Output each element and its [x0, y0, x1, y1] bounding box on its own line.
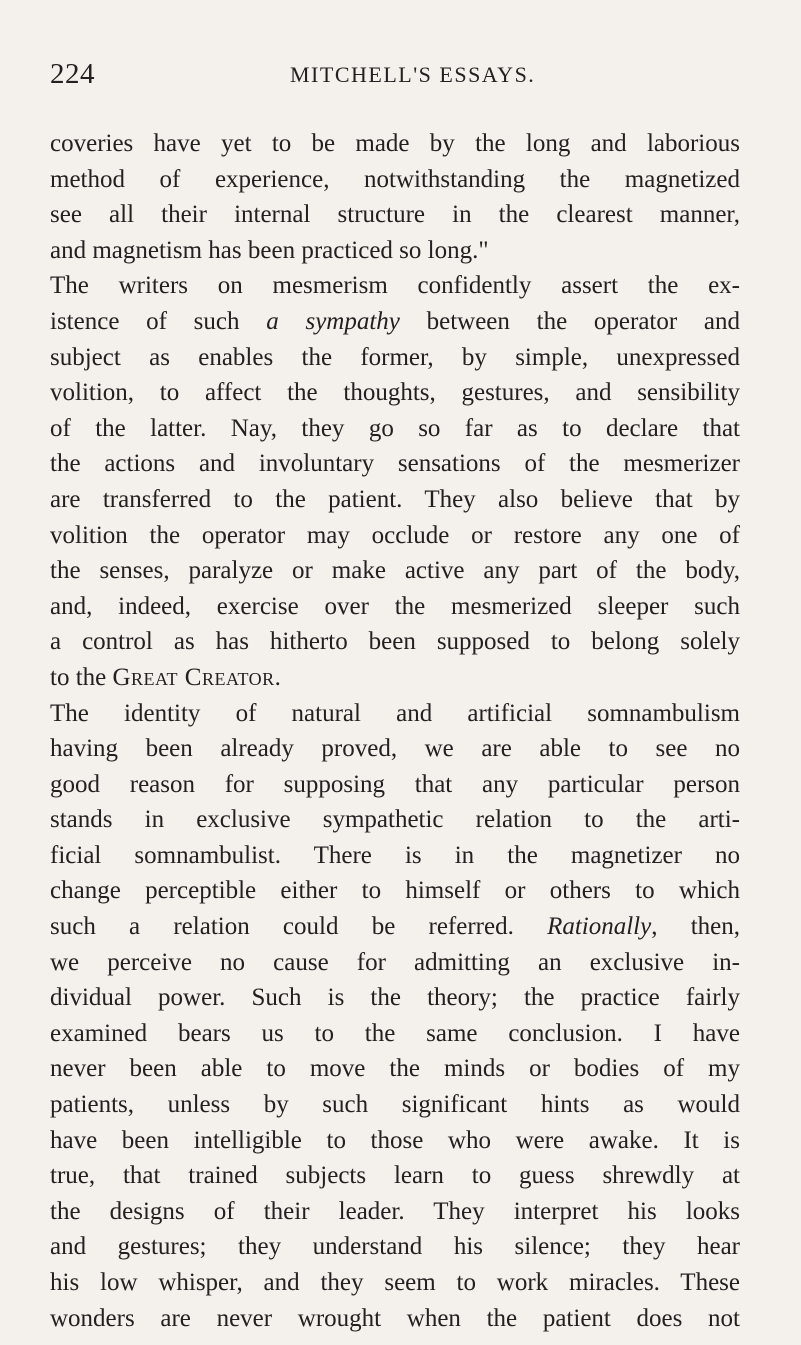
text-line: see all their internal structure in the clearest manner, — [50, 201, 740, 229]
text-line — [50, 304, 740, 340]
text-line: and gestures; they understand his silence; they hear — [50, 1233, 740, 1261]
text-segment: , then, — [651, 913, 740, 941]
text-segment: to the — [50, 663, 113, 691]
text-line — [50, 660, 740, 696]
text-segment: istence of such — [50, 307, 267, 335]
text-line: are transferred to the patient. They also believe that by — [50, 485, 740, 513]
text-segment: . — [274, 663, 281, 691]
text-line: we perceive no cause for admitting an exclusive in- — [50, 948, 740, 976]
text-line: and magnetism has been practiced so long." — [50, 236, 489, 264]
text-line: stands in exclusive sympathetic relation to the arti- — [50, 806, 740, 834]
text-line: wonders are never wrought when the patient does not — [50, 1304, 740, 1332]
text-line: The identity of natural and artificial somnambulism — [50, 699, 740, 727]
text-line: patients, unless by such significant hints as would — [50, 1091, 740, 1119]
text-line: volition the operator may occlude or restore any one of — [50, 521, 740, 549]
text-line: never been able to move the minds or bodies of my — [50, 1055, 740, 1083]
text-segment: such a relation could be referred. — [50, 913, 548, 941]
text-segment: between the operator and — [399, 307, 741, 335]
text-line: coveries have yet to be made by the long and laborious — [50, 130, 740, 157]
text-line — [50, 909, 740, 945]
running-title: MITCHELL'S ESSAYS. — [290, 62, 536, 87]
text-line: and, indeed, exercise over the mesmerized sleeper such — [50, 592, 740, 620]
text-line: the designs of their leader. They interpret his looks — [50, 1197, 740, 1225]
text-line: his low whisper, and they seem to work miracles. These — [50, 1269, 740, 1296]
small-caps-phrase: Great Creator — [112, 663, 275, 691]
page-number: 224 — [50, 58, 95, 90]
text-line: true, that trained subjects learn to guess shrewdly at — [50, 1162, 740, 1190]
text-line: having been already proved, we are able to see no — [50, 735, 740, 763]
body-text — [50, 126, 740, 1336]
text-line: ficial somnambulist. There is in the magnetizer no — [50, 841, 740, 869]
running-head — [50, 58, 740, 94]
italic-phrase-sympathy: a sympathy — [266, 307, 400, 335]
text-line: of the latter. Nay, they go so far as to declare that — [50, 414, 740, 442]
text-line: the actions and involuntary sensations of the mesmerizer — [50, 450, 740, 478]
text-line: volition, to affect the thoughts, gestures, and sensibility — [50, 379, 740, 407]
text-line: change perceptible either to himself or others to which — [50, 877, 740, 905]
text-line: method of experience, notwithstanding the magnetized — [50, 165, 740, 193]
text-line: subject as enables the former, by simple, unexpressed — [50, 343, 740, 371]
text-line: dividual power. Such is the theory; the practice fairly — [50, 984, 740, 1012]
text-line: examined bears us to the same conclusion. I have — [50, 1019, 740, 1047]
text-line: the senses, paralyze or make active any part of the body, — [50, 557, 740, 585]
text-line: The writers on mesmerism confidently assert the ex- — [50, 272, 740, 300]
text-line: have been intelligible to those who were awake. It is — [50, 1126, 740, 1154]
text-line: good reason for supposing that any particular person — [50, 770, 740, 798]
text-line: a control as has hitherto been supposed to belong solely — [50, 628, 740, 656]
italic-word-rationally: Rationally — [547, 913, 652, 941]
